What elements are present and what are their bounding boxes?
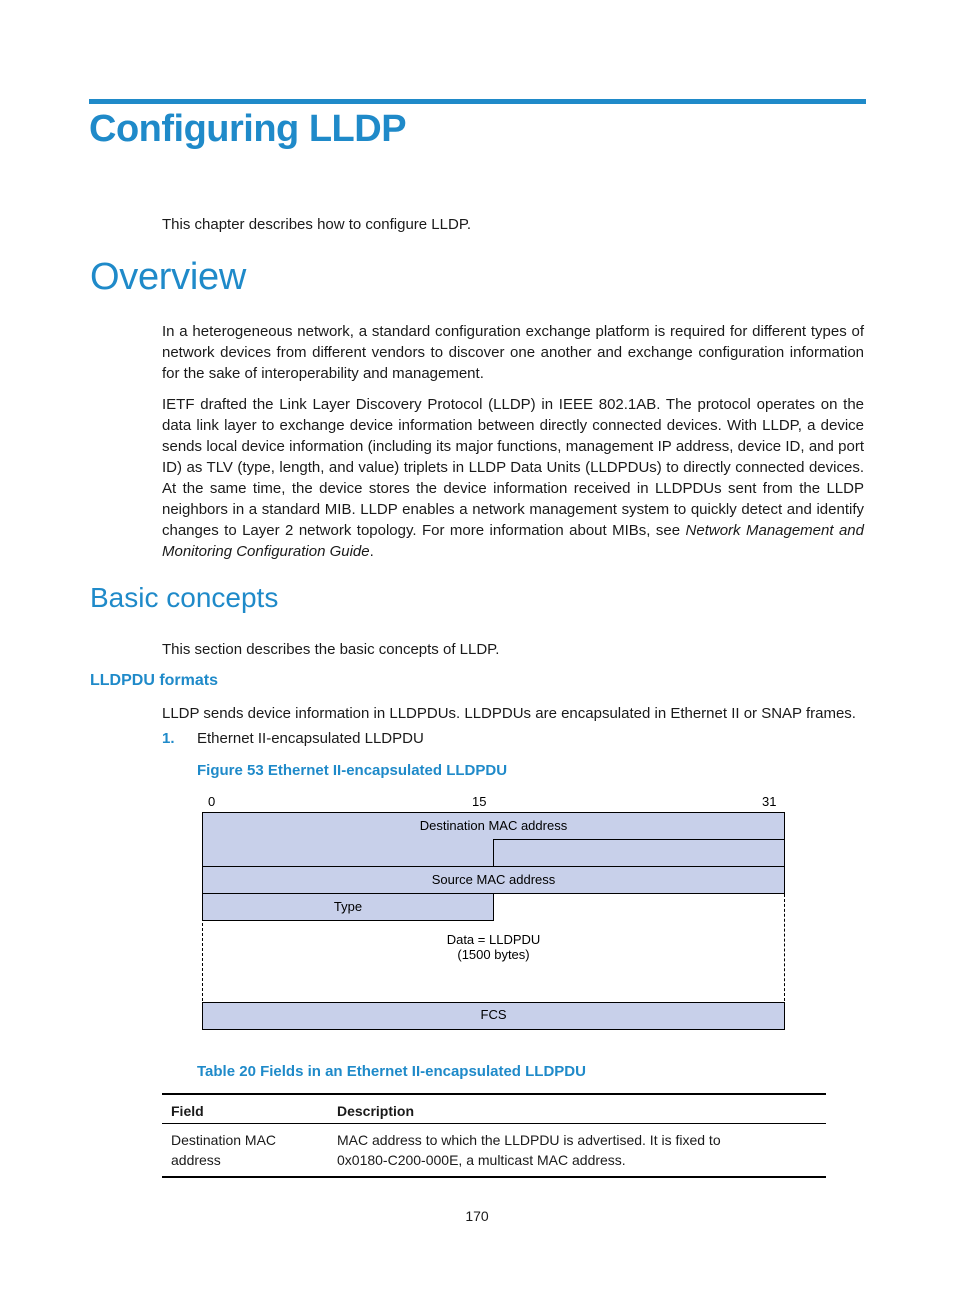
chapter-title: Configuring LLDP [89, 108, 407, 150]
overview-paragraph-2 [162, 394, 864, 562]
header-field: Field [162, 1094, 328, 1124]
overview-heading: Overview [90, 256, 246, 298]
bit-label-mid: 15 [472, 794, 487, 809]
data-label: Data = LLDPDU [446, 932, 541, 947]
overview-paragraph-1: In a heterogeneous network, a standard configuration exchange platform is required for different types of network devices from different vendors to discover one another and exchange configuration information for the sake of interoperability and management. [162, 323, 864, 382]
list-item: Ethernet II-encapsulated LLDPDU [197, 730, 424, 747]
dest-mac-field-row2 [202, 839, 494, 867]
list-number: 1. [162, 730, 175, 747]
header-description: Description [328, 1094, 826, 1124]
table-caption: Table 20 Fields in an Ethernet II-encapsulated LLDPDU [197, 1063, 586, 1080]
src-mac-label: Source MAC address [431, 872, 556, 887]
frame-diagram [200, 790, 790, 1035]
basic-concepts-heading: Basic concepts [90, 582, 279, 613]
chapter-intro: This chapter describes how to configure LLDP. [162, 216, 472, 233]
description-line: MAC address to which the LLDPDU is advertised. It is fixed to [337, 1132, 721, 1148]
table-row [162, 1124, 826, 1178]
chapter-rule [89, 99, 866, 104]
bit-label-start: 0 [208, 794, 216, 809]
overview-paragraph-2-end: . [369, 543, 374, 560]
src-mac-field-row2 [493, 839, 785, 867]
page-number: 170 [465, 1208, 489, 1224]
table-header-row [162, 1094, 826, 1124]
lldpdu-formats-intro: LLDP sends device information in LLDPDUs. LLDPDUs are encapsulated in Ethernet II or SNAP frames. [162, 705, 856, 722]
field-cell [162, 1124, 328, 1178]
description-line: 0x0180-C200-000E, a multicast MAC address. [337, 1152, 626, 1168]
overview-paragraph-2-text: IETF drafted the Link Layer Discovery Protocol (LLDP) in IEEE 802.1AB. The protocol operates on the data link layer to exchange device information between directly connected devices. With LLDP, a device sends local device information (including its major functions, management IP address, device ID, and port ID) as TLV (type, length, and value) triplets in LLDP Data Units (LLDPDUs) to directly connected devices. At the same time, the device stores the device information received in LLDPDUs sent from the LLDP neighbors in a standard MIB. LLDP enables a network management system to quickly detect and identify changes to Layer 2 network topology. For more information about MIBs, see [162, 396, 864, 539]
fields-table [162, 1093, 826, 1178]
guide-reference: Network Management and Monitoring Configuration Guide [162, 522, 864, 560]
lldpdu-formats-heading: LLDPDU formats [90, 672, 219, 689]
dest-mac-label: Destination MAC address [419, 818, 568, 833]
bit-label-end: 31 [762, 794, 777, 809]
description-cell [328, 1124, 826, 1178]
figure-caption: Figure 53 Ethernet II-encapsulated LLDPDU [197, 762, 508, 779]
fcs-label: FCS [480, 1007, 507, 1022]
data-size-label: (1500 bytes) [457, 947, 530, 962]
field-line: Destination MAC [171, 1132, 277, 1148]
type-label: Type [333, 899, 363, 914]
field-line: address [171, 1152, 221, 1168]
basic-concepts-intro: This section describes the basic concepts of LLDP. [162, 641, 500, 658]
